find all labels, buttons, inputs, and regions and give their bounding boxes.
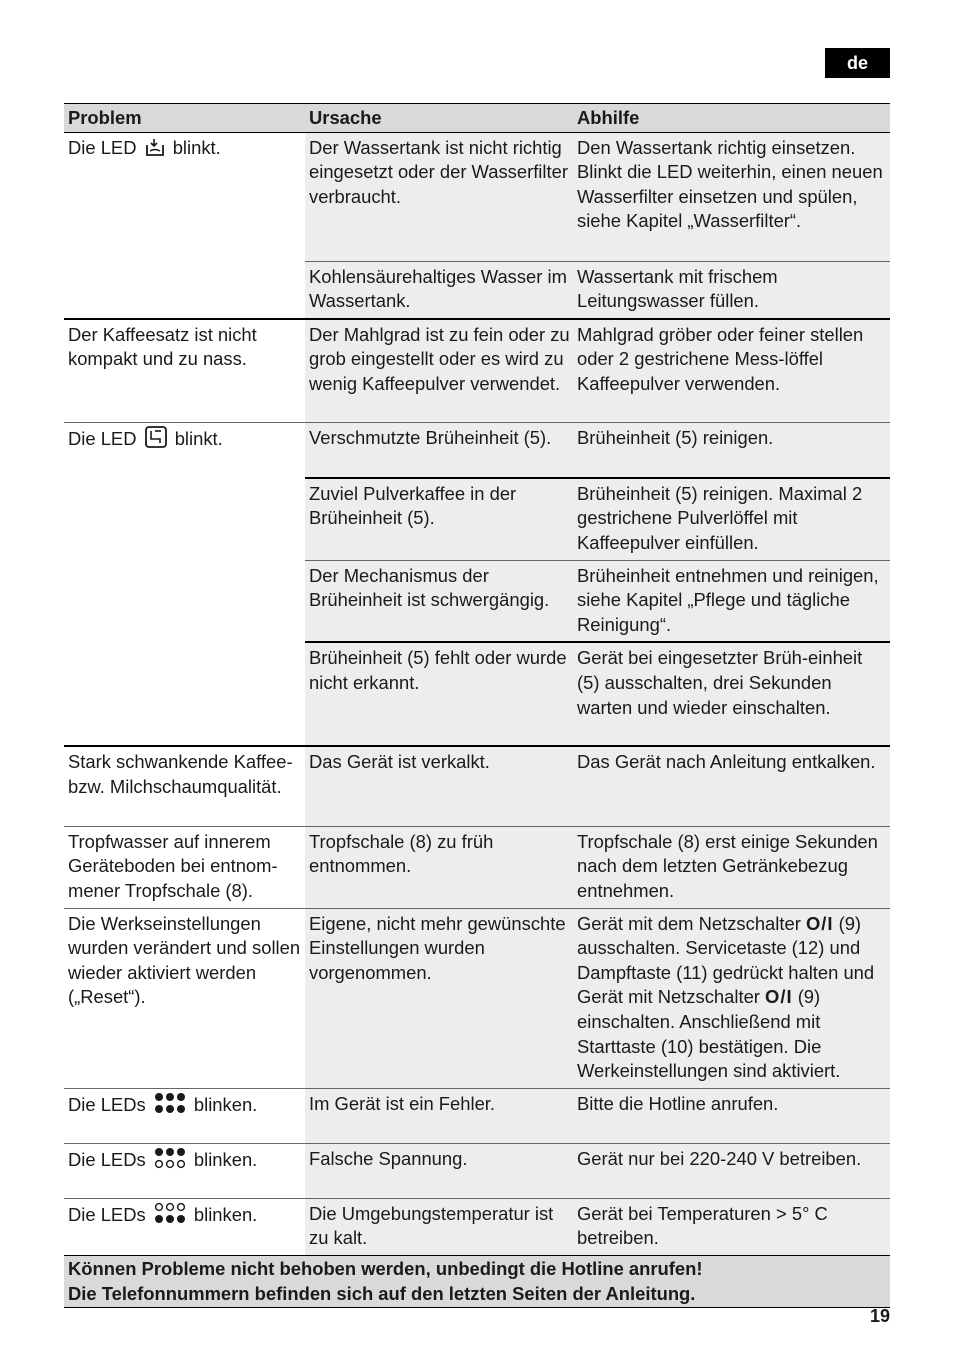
cause-cell: Das Gerät ist verkalkt. — [305, 746, 573, 826]
leds-all-on-icon — [153, 1092, 187, 1114]
cause-cell: Der Mahlgrad ist zu fein oder zu grob eingestellt oder es wird zu wenig Kaffeepulver verwendet. — [305, 319, 573, 423]
cause-cell: Kohlensäurehaltiges Wasser im Wassertank. — [305, 261, 573, 319]
table-row — [64, 423, 890, 478]
header-cause: Ursache — [305, 104, 573, 133]
table-row — [64, 826, 890, 908]
remedy-cell: Brüheinheit (5) reinigen. Maximal 2 gestrichene Pulverlöffel mit Kaffeepulver einfüllen. — [573, 478, 890, 560]
cause-cell: Der Mechanismus der Brüheinheit ist schwergängig. — [305, 560, 573, 642]
remedy-cell: Bitte die Hotline anrufen. — [573, 1088, 890, 1143]
problem-cell: Die LEDs blinken. — [64, 1088, 305, 1143]
remedy-cell: Gerät mit dem Netzschalter O/I (9) ausschalten. Servicetaste (12) und Dampftaste (11) gedrückt halten und Gerät mit Netzschalter O/I (9) einschalten. Anschließend mit Starttaste (10) bestätigen. Die Werkeinstellungen sind aktiviert. — [573, 908, 890, 1088]
problem-cell: Die Werkseinstellungen wurden verändert und sollen wieder aktiviert werden („Reset“). — [64, 908, 305, 1088]
remedy-cell: Gerät bei eingesetzter Brüh-einheit (5) ausschalten, drei Sekunden warten und wieder einschalten. — [573, 642, 890, 746]
remedy-cell: Gerät nur bei 220-240 V betreiben. — [573, 1143, 890, 1198]
leds-top-on-icon — [153, 1147, 187, 1169]
cause-cell: Im Gerät ist ein Fehler. — [305, 1088, 573, 1143]
problem-cell: Die LED blinkt. — [68, 136, 221, 158]
language-badge: de — [825, 48, 890, 78]
power-switch-symbol: O/I — [805, 912, 834, 934]
cause-cell: Zuviel Pulverkaffee in der Brüheinheit (5). — [305, 478, 573, 560]
remedy-cell: Das Gerät nach Anleitung entkalken. — [573, 746, 890, 826]
remedy-cell: Brüheinheit (5) reinigen. — [573, 423, 890, 478]
problem-cell: Die LEDs blinken. — [64, 1198, 305, 1255]
problem-cell: Stark schwankende Kaffee- bzw. Milchschaumqualität. — [64, 746, 305, 826]
remedy-cell: Brüheinheit entnehmen und reinigen, siehe Kapitel „Pflege und tägliche Reinigung“. — [573, 560, 890, 642]
table-row — [64, 1198, 890, 1255]
problem-cell: Der Kaffeesatz ist nicht kompakt und zu nass. — [64, 319, 305, 423]
table-row — [64, 319, 890, 423]
cause-cell: Brüheinheit (5) fehlt oder wurde nicht erkannt. — [305, 642, 573, 746]
cause-cell: Tropfschale (8) zu früh entnommen. — [305, 826, 573, 908]
power-switch-symbol: O/I — [765, 986, 793, 1008]
brewing-unit-icon — [144, 426, 168, 448]
page-number: 19 — [869, 1306, 890, 1326]
header-problem: Problem — [64, 104, 305, 133]
remedy-cell: Tropfschale (8) erst einige Sekunden nach dem letzten Getränkebezug entnehmen. — [573, 826, 890, 908]
remedy-cell: Wassertank mit frischem Leitungswasser füllen. — [573, 261, 890, 319]
remedy-cell: Gerät bei Temperaturen > 5° C betreiben. — [573, 1198, 890, 1255]
water-tank-icon — [144, 137, 166, 157]
cause-cell: Der Wassertank ist nicht richtig eingesetzt oder der Wasserfilter verbraucht. — [305, 132, 573, 261]
problem-cell: Tropfwasser auf innerem Geräteboden bei entnom-mener Tropfschale (8). — [64, 826, 305, 908]
table-footer-row — [64, 1255, 890, 1307]
table-row — [64, 908, 890, 1088]
troubleshooting-table — [64, 103, 890, 1308]
table-row — [64, 1088, 890, 1143]
table-row — [64, 132, 890, 261]
remedy-cell: Mahlgrad gröber oder feiner stellen oder 2 gestrichene Mess-löffel Kaffeepulver verwenden. — [573, 319, 890, 423]
cause-cell: Falsche Spannung. — [305, 1143, 573, 1198]
cause-cell: Die Umgebungstemperatur ist zu kalt. — [305, 1198, 573, 1255]
remedy-cell: Den Wassertank richtig einsetzen. Blinkt die LED weiterhin, einen neuen Wasserfilter einsetzen und spülen, siehe Kapitel „Wasserfilter“. — [573, 132, 890, 261]
header-remedy: Abhilfe — [573, 104, 890, 133]
problem-cell: Die LEDs blinken. — [64, 1143, 305, 1198]
cause-cell: Eigene, nicht mehr gewünschte Einstellungen wurden vorgenommen. — [305, 908, 573, 1088]
leds-bottom-on-icon — [153, 1202, 187, 1224]
problem-cell: Die LED blinkt. — [64, 423, 305, 747]
hotline-note: Können Probleme nicht behoben werden, unbedingt die Hotline anrufen! Die Telefonnummern befinden sich auf den letzten Seiten der Anleitung. — [64, 1255, 890, 1307]
table-header-row — [64, 104, 890, 133]
table-row — [64, 746, 890, 826]
cause-cell: Verschmutzte Brüheinheit (5). — [305, 423, 573, 478]
table-row — [64, 1143, 890, 1198]
